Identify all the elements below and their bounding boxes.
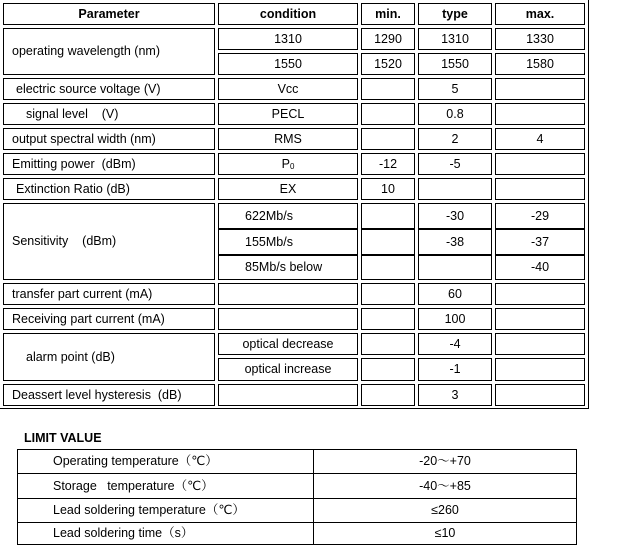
cell-max [495, 333, 585, 355]
cell-min [361, 358, 415, 381]
cell-max [495, 358, 585, 381]
condition-symbol: P [281, 156, 290, 171]
param-signal-level: signal level (V) [3, 103, 215, 125]
cell-min: -12 [361, 153, 415, 175]
cell-min [361, 255, 415, 280]
cell-max: -37 [495, 229, 585, 255]
param-receiving-current: Receiving part current (mA) [3, 308, 215, 330]
cell-min [361, 308, 415, 330]
cell-typ [418, 178, 492, 200]
cell-condition: optical decrease [218, 333, 358, 355]
cell-max: -40 [495, 255, 585, 280]
cell-condition: RMS [218, 128, 358, 150]
cell-min [361, 333, 415, 355]
limit-value: -40～+85 [313, 473, 577, 499]
cell-typ: 1550 [418, 53, 492, 75]
cell-condition: EX [218, 178, 358, 200]
cell-typ: -1 [418, 358, 492, 381]
cell-max: 4 [495, 128, 585, 150]
cell-min [361, 128, 415, 150]
cell-condition [218, 283, 358, 305]
limit-label: Operating temperature（℃） [17, 449, 314, 474]
cell-max [495, 178, 585, 200]
cell-typ: -4 [418, 333, 492, 355]
cell-condition [218, 153, 358, 175]
cell-max [495, 384, 585, 406]
cell-condition [218, 308, 358, 330]
header-condition: condition [218, 3, 358, 25]
limit-label: Lead soldering temperature（℃） [17, 498, 314, 523]
cell-min [361, 203, 415, 229]
cell-typ [418, 255, 492, 280]
cell-condition: PECL [218, 103, 358, 125]
param-emitting-power: Emitting power (dBm) [3, 153, 215, 175]
cell-typ: -30 [418, 203, 492, 229]
header-min: min. [361, 3, 415, 25]
cell-typ: 100 [418, 308, 492, 330]
cell-typ: 0.8 [418, 103, 492, 125]
param-sensitivity: Sensitivity (dBm) [3, 203, 215, 280]
cell-max [495, 283, 585, 305]
cell-condition [218, 384, 358, 406]
cell-condition: 1550 [218, 53, 358, 75]
param-deassert-hysteresis: Deassert level hysteresis (dB) [3, 384, 215, 406]
cell-max: 1330 [495, 28, 585, 50]
cell-min [361, 283, 415, 305]
cell-condition: optical increase [218, 358, 358, 381]
cell-min [361, 384, 415, 406]
cell-min: 1520 [361, 53, 415, 75]
cell-condition: 622Mb/s [218, 203, 358, 229]
cell-max [495, 78, 585, 100]
cell-typ: -38 [418, 229, 492, 255]
param-supply-voltage: electric source voltage (V) [3, 78, 215, 100]
cell-min [361, 78, 415, 100]
param-alarm-point: alarm point (dB) [3, 333, 215, 381]
param-operating-wavelength: operating wavelength (nm) [3, 28, 215, 75]
cell-max [495, 103, 585, 125]
cell-min [361, 103, 415, 125]
cell-typ: 3 [418, 384, 492, 406]
cell-condition: 1310 [218, 28, 358, 50]
cell-typ: 1310 [418, 28, 492, 50]
limit-value: -20～+70 [313, 449, 577, 474]
param-extinction-ratio: Extinction Ratio (dB) [3, 178, 215, 200]
cell-condition: 155Mb/s [218, 229, 358, 255]
cell-condition: Vcc [218, 78, 358, 100]
header-max: max. [495, 3, 585, 25]
cell-min [361, 229, 415, 255]
header-parameter: Parameter [3, 3, 215, 25]
cell-max: -29 [495, 203, 585, 229]
cell-typ: 5 [418, 78, 492, 100]
cell-max [495, 308, 585, 330]
cell-min: 10 [361, 178, 415, 200]
limit-value: ≤10 [313, 522, 577, 545]
cell-max [495, 153, 585, 175]
cell-typ: 60 [418, 283, 492, 305]
table-bottom-border [0, 408, 589, 409]
condition-subscript: 0 [289, 162, 295, 171]
header-typ: type [418, 3, 492, 25]
param-spectral-width: output spectral width (nm) [3, 128, 215, 150]
limit-value-title: LIMIT VALUE [24, 431, 102, 445]
cell-typ: -5 [418, 153, 492, 175]
param-transfer-current: transfer part current (mA) [3, 283, 215, 305]
limit-label: Lead soldering time（s） [17, 522, 314, 545]
limit-value: ≤260 [313, 498, 577, 523]
cell-max: 1580 [495, 53, 585, 75]
table-right-border [588, 0, 589, 409]
cell-min: 1290 [361, 28, 415, 50]
cell-typ: 2 [418, 128, 492, 150]
limit-label: Storage temperature（℃） [17, 473, 314, 499]
cell-condition: 85Mb/s below [218, 255, 358, 280]
